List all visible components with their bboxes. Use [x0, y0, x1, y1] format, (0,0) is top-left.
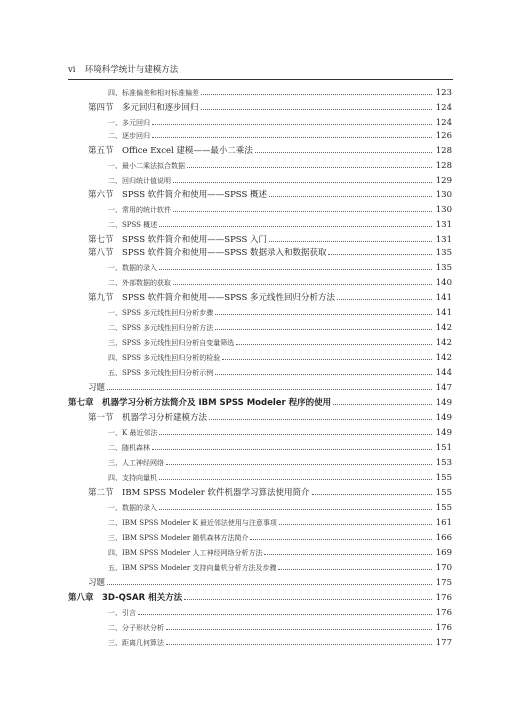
toc-subsection — [108, 440, 452, 454]
leader-dots — [201, 100, 432, 110]
toc-entry-title: 二、回归统计值说明 — [108, 177, 171, 185]
toc-entry-page: 149 — [435, 413, 452, 423]
leader-dots — [107, 380, 432, 390]
leader-dots — [173, 202, 432, 212]
toc-entry-title: 习题 — [88, 383, 106, 393]
toc-entry-title: 第七章 机器学习分析方法简介及 IBM SPSS Modeler 程序的使用 — [68, 398, 332, 408]
toc-entry-page: 141 — [435, 293, 452, 303]
toc-entry-page: 130 — [435, 205, 452, 215]
toc-entry-title: 二、逐步回归 — [108, 132, 150, 140]
toc-subsection — [108, 530, 452, 544]
toc-subsection — [108, 350, 452, 364]
toc-subsection — [108, 158, 452, 172]
leader-dots — [152, 440, 432, 450]
toc-entry-title: 四、标准偏差和相对标准偏差 — [108, 89, 199, 97]
leader-dots — [159, 500, 432, 510]
toc-subsection — [108, 515, 452, 529]
toc-entry-page: 166 — [435, 533, 452, 543]
toc-section — [88, 380, 452, 394]
toc-subsection — [108, 260, 452, 274]
toc-entry-title: 习题 — [88, 578, 106, 588]
leader-dots — [209, 410, 432, 420]
toc-entry-title: 二、分子形状分析 — [108, 624, 164, 632]
toc-entry-page: 176 — [435, 593, 452, 603]
toc-entry-page: 124 — [435, 103, 452, 113]
toc-entry-title: 一、最小二乘法拟合数据 — [108, 162, 185, 170]
toc-subsection — [108, 470, 452, 484]
toc-subsection — [108, 560, 452, 574]
toc-entry-title: 四、SPSS 多元线性回归分析的检验 — [108, 354, 221, 362]
toc-entry-page: 126 — [435, 131, 452, 141]
toc-subsection — [108, 425, 452, 439]
toc-subsection — [108, 305, 452, 319]
toc-section — [88, 232, 452, 246]
toc-entry-title: 三、距离几何算法 — [108, 639, 164, 647]
toc-entry-page: 170 — [435, 563, 452, 573]
toc-entry-title: 一、SPSS 多元线性回归分析步骤 — [108, 309, 214, 317]
toc-entry-title: 一、常用的统计软件 — [108, 206, 171, 214]
toc-entry-page: 140 — [435, 278, 452, 288]
toc-entry-title: 五、SPSS 多元线性回归分析示例 — [108, 369, 214, 377]
leader-dots — [159, 425, 432, 435]
toc-subsection — [108, 365, 452, 379]
leader-dots — [269, 232, 432, 242]
toc-entry-page: 175 — [435, 578, 452, 588]
toc-entry-title: 四、IBM SPSS Modeler 人工神经网络分析方法 — [108, 549, 263, 557]
leader-dots — [236, 335, 432, 345]
toc-entry-page: 141 — [435, 308, 452, 318]
toc-subsection — [108, 85, 452, 99]
leader-dots — [279, 515, 432, 525]
toc-entry-page: 151 — [435, 443, 452, 453]
toc-entry-title: 第四节 多元回归和逐步回归 — [88, 103, 199, 113]
toc-section — [88, 485, 452, 499]
toc-subsection — [108, 335, 452, 349]
toc-entry-page: 155 — [435, 488, 452, 498]
leader-dots — [250, 530, 432, 540]
toc-entry-title: 一、引言 — [108, 609, 136, 617]
toc-entry-title: 三、人工神经网络 — [108, 459, 164, 467]
toc-entry-page: 135 — [435, 263, 452, 273]
toc-section — [88, 143, 452, 157]
toc-entry-title: 二、IBM SPSS Modeler K 最近邻法使用与注意事项 — [108, 519, 277, 527]
leader-dots — [166, 635, 432, 645]
toc-subsection — [108, 620, 452, 634]
leader-dots — [215, 305, 432, 315]
toc-section — [88, 100, 452, 114]
leader-dots — [264, 545, 432, 555]
leader-dots — [152, 128, 432, 138]
leader-dots — [166, 455, 432, 465]
toc-entry-page: 142 — [435, 338, 452, 348]
toc-entry-page: 144 — [435, 368, 452, 378]
toc-section — [88, 245, 452, 259]
toc-subsection — [108, 635, 452, 649]
toc-entry-title: 一、数据的录入 — [108, 264, 157, 272]
leader-dots — [159, 470, 432, 480]
toc-entry-title: 二、SPSS 概述 — [108, 221, 158, 229]
toc-entry-page: 128 — [435, 146, 452, 156]
toc-entry-title: 一、多元回归 — [108, 119, 150, 127]
leader-dots — [184, 590, 432, 600]
toc-chapter — [68, 395, 452, 409]
toc-entry-page: 129 — [435, 176, 452, 186]
running-header — [68, 64, 453, 76]
toc-subsection — [108, 500, 452, 514]
toc-entry-title: 五、IBM SPSS Modeler 支持向量机分析方法及步骤 — [108, 564, 277, 572]
toc-entry-title: 二、随机森林 — [108, 444, 150, 452]
toc-entry-page: 169 — [435, 548, 452, 558]
leader-dots — [152, 115, 432, 125]
toc-entry-page: 124 — [435, 118, 452, 128]
toc-subsection — [108, 115, 452, 129]
leader-dots — [107, 575, 432, 585]
toc-entry-title: 第六节 SPSS 软件简介和使用——SPSS 概述 — [88, 190, 267, 200]
toc-section — [88, 187, 452, 201]
toc-entry-title: 第八节 SPSS 软件简介和使用——SPSS 数据录入和数据获取 — [88, 248, 327, 258]
toc-subsection — [108, 605, 452, 619]
leader-dots — [201, 85, 432, 95]
toc-subsection — [108, 275, 452, 289]
leader-dots — [222, 350, 432, 360]
toc-entry-page: 176 — [435, 608, 452, 618]
leader-dots — [173, 275, 432, 285]
toc-entry-title: 二、外部数据的获取 — [108, 279, 171, 287]
header-rule — [68, 79, 453, 80]
leader-dots — [159, 260, 432, 270]
toc-subsection — [108, 320, 452, 334]
leader-dots — [278, 560, 432, 570]
toc-entry-page: 142 — [435, 323, 452, 333]
toc-entry-page: 147 — [435, 383, 452, 393]
toc-entry-page: 142 — [435, 353, 452, 363]
toc-section — [88, 290, 452, 304]
toc-entry-title: 四、支持向量机 — [108, 474, 157, 482]
toc-subsection — [108, 545, 452, 559]
toc-entry-page: 131 — [435, 220, 452, 230]
leader-dots — [333, 395, 432, 405]
toc-subsection — [108, 455, 452, 469]
toc-entry-title: 一、数据的录入 — [108, 504, 157, 512]
leader-dots — [255, 143, 432, 153]
toc-entry-page: 153 — [435, 458, 452, 468]
toc-entry-page: 128 — [435, 161, 452, 171]
toc-entry-title: 三、SPSS 多元线性回归分析自变量筛选 — [108, 339, 235, 347]
leader-dots — [269, 187, 432, 197]
toc-entry-title: 一、K 最近邻法 — [108, 429, 158, 437]
leader-dots — [159, 217, 432, 227]
toc-entry-page: 155 — [435, 503, 452, 513]
leader-dots — [166, 620, 432, 630]
leader-dots — [173, 173, 432, 183]
toc-entry-title: 第一节 机器学习分析建模方法 — [88, 413, 208, 423]
toc-entry-title: 二、SPSS 多元线性回归分析方法 — [108, 324, 214, 332]
toc-entry-title: 第九节 SPSS 软件简介和使用——SPSS 多元线性回归分析方法 — [88, 293, 335, 303]
toc-entry-page: 149 — [435, 398, 452, 408]
leader-dots — [138, 605, 432, 615]
toc-subsection — [108, 202, 452, 216]
toc-entry-page: 161 — [435, 518, 452, 528]
toc-chapter — [68, 590, 452, 604]
toc-section — [88, 575, 452, 589]
leader-dots — [215, 320, 432, 330]
toc-entry-title: 第七节 SPSS 软件简介和使用——SPSS 入门 — [88, 235, 267, 245]
toc-section — [88, 410, 452, 424]
toc-entry-page: 149 — [435, 428, 452, 438]
header-page-number: vi — [68, 65, 76, 75]
toc-entry-page: 135 — [435, 248, 452, 258]
header-book-title: 环境科学统计与建模方法 — [84, 65, 179, 75]
toc-entry-page: 155 — [435, 473, 452, 483]
leader-dots — [187, 158, 432, 168]
toc-entry-title: 三、IBM SPSS Modeler 随机森林方法简介 — [108, 534, 249, 542]
leader-dots — [328, 245, 432, 255]
toc-entry-page: 176 — [435, 623, 452, 633]
leader-dots — [215, 365, 432, 375]
toc-entry-page: 130 — [435, 190, 452, 200]
toc-subsection — [108, 217, 452, 231]
toc-entry-title: 第五节 Office Excel 建模——最小二乘法 — [88, 146, 253, 156]
toc-subsection — [108, 173, 452, 187]
leader-dots — [337, 290, 432, 300]
leader-dots — [312, 485, 432, 495]
toc-subsection — [108, 128, 452, 142]
toc-entry-page: 131 — [435, 235, 452, 245]
toc-entry-title: 第二节 IBM SPSS Modeler 软件机器学习算法使用简介 — [88, 488, 310, 498]
toc-entry-title: 第八章 3D-QSAR 相关方法 — [68, 593, 183, 603]
toc-entry-page: 123 — [435, 88, 452, 98]
toc-entry-page: 177 — [435, 638, 452, 648]
